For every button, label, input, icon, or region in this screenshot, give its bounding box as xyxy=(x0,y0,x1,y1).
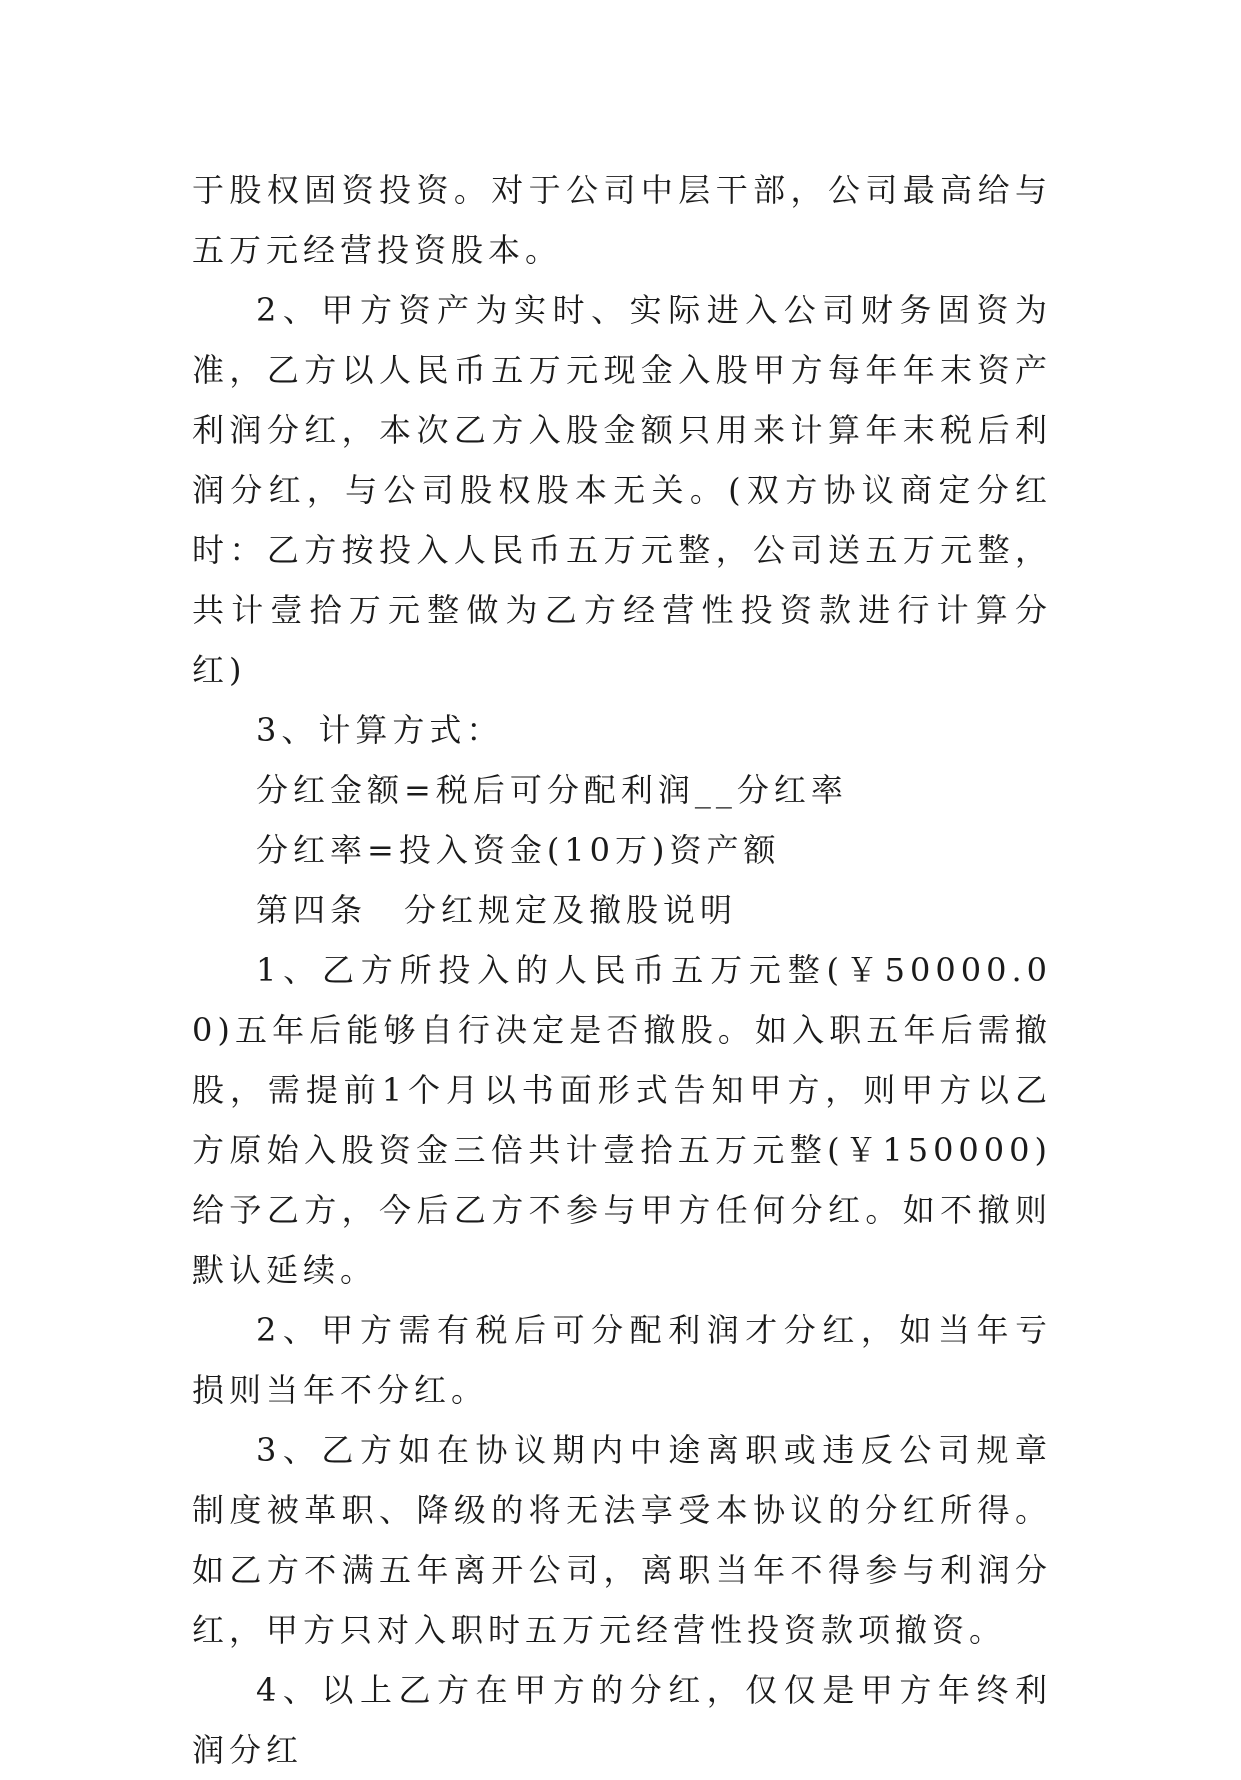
paragraph-article-4-item-1: 1、乙方所投入的人民币五万元整(￥50000.00)五年后能够自行决定是否撤股。如入职五年后需撤股，需提前1个月以书面形式告知甲方，则甲方以乙方原始入股资金三倍共计壹拾五万元整(￥150000)给予乙方，今后乙方不参与甲方任何分红。如不撤则默认延续。 xyxy=(192,951,1052,1289)
paragraph-clause-2: 2、甲方资产为实时、实际进入公司财务固资为准，乙方以人民币五万元现金入股甲方每年年末资产利润分红，本次乙方入股金额只用来计算年末税后利润分红，与公司股权股本无关。(双方协议商定分红时：乙方按投入人民币五万元整，公司送五万元整，共计壹拾万元整做为乙方经营性投资款进行计算分红) xyxy=(192,291,1052,689)
section-heading-article-4: 第四条 分红规定及撤股说明 xyxy=(256,891,738,929)
paragraph-article-4-item-2: 2、甲方需有税后可分配利润才分红，如当年亏损则当年不分红。 xyxy=(192,1311,1052,1409)
document-body xyxy=(192,160,1052,1780)
paragraph-continuation: 于股权固资投资。对于公司中层干部，公司最高给与五万元经营投资股本。 xyxy=(192,171,1052,269)
paragraph-formula-rate: 分红率=投入资金(10万)资产额 xyxy=(256,831,781,869)
paragraph-article-4-item-3: 3、乙方如在协议期内中途离职或违反公司规章制度被革职、降级的将无法享受本协议的分红所得。如乙方不满五年离开公司，离职当年不得参与利润分红，甲方只对入职时五万元经营性投资款项撤资。 xyxy=(192,1431,1052,1649)
paragraph-formula-dividend: 分红金额=税后可分配利润__分红率 xyxy=(256,771,848,809)
paragraph-article-4-item-4: 4、以上乙方在甲方的分红，仅仅是甲方年终利润分红 xyxy=(192,1671,1052,1769)
paragraph-clause-3-heading: 3、计算方式： xyxy=(256,711,504,749)
